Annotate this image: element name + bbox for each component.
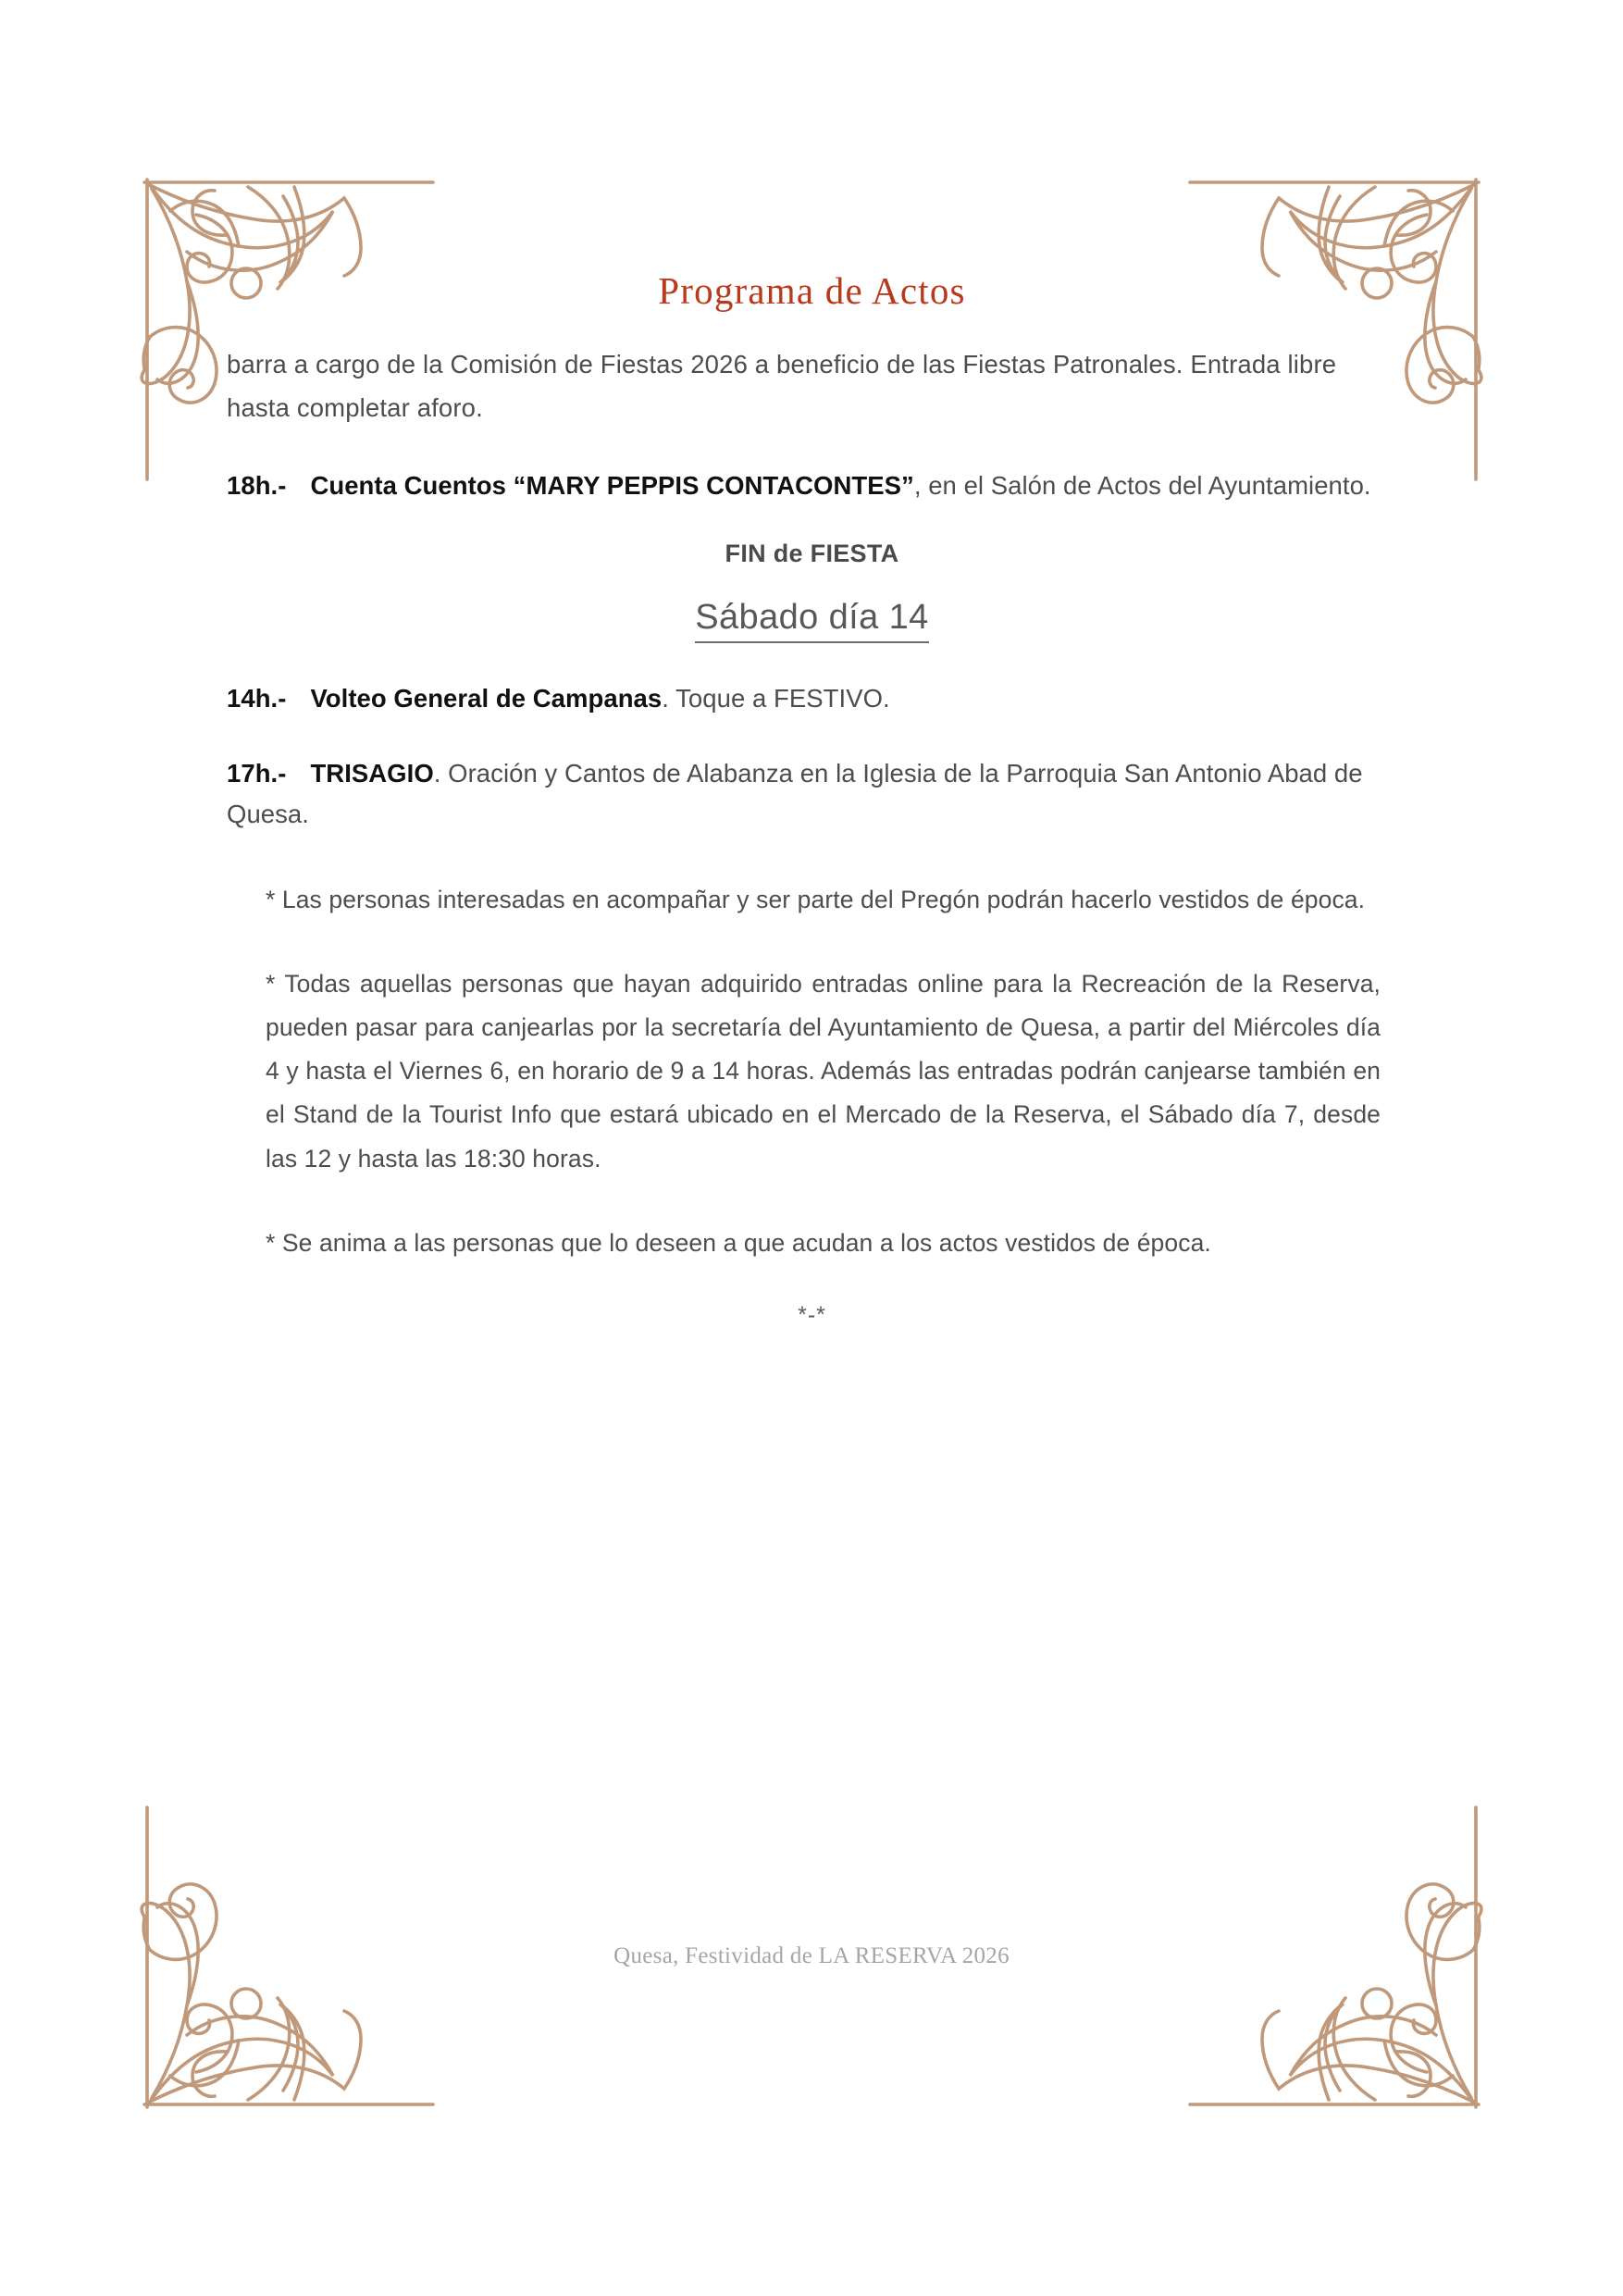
footer-caption: Quesa, Festividad de LA RESERVA 2026 [613,1943,1010,1968]
entry-time: 17h.- [227,758,287,788]
note-item: * Las personas interesadas en acompañar y ser parte del Pregón podrán hacerlo vestidos de época. [266,885,1366,913]
program-entry-18h [227,465,1397,507]
day-heading [227,598,1397,638]
fin-de-fiesta-label: FIN de FIESTA [725,540,899,568]
document-content [227,268,1397,1329]
entry-title: Volteo General de Campanas [310,684,663,714]
entry-title: TRISAGIO [310,758,434,788]
program-entry-14h [227,678,1397,720]
entry-title: Cuenta Cuentos “MARY PEPPIS CONTACONTES” [310,470,914,500]
program-entry-17h [227,753,1397,836]
entry-time: 18h.- [227,470,287,500]
intro-paragraph: barra a cargo de la Comisión de Fiestas 2026 a beneficio de las Fiestas Patronales. Entrada libre hasta completar aforo. [227,350,1337,423]
entry-description: , en el Salón de Actos del Ayuntamiento. [913,470,1371,500]
entry-time: 14h.- [227,684,287,714]
entry-description: . Toque a FESTIVO. [662,684,890,714]
note-item: * Se anima a las personas que lo deseen a que acudan a los actos vestidos de época. [266,1228,1211,1257]
section-separator: *-* [798,1301,826,1328]
entry-description: . Oración y Cantos de Alabanza en la Iglesia de la Parroquia San Antonio Abad de Quesa. [227,758,1363,829]
note-item: * Todas aquellas personas que hayan adquirido entradas online para la Recreación de la Reserva, pueden pasar para canjearlas por la secretaría del Ayuntamiento de Quesa, a partir del Miércoles día 4 y hasta el Viernes 6, en horario de 9 a 14 horas. Además las entradas podrán canjearse también en el Stand de la Tourist Info que estará ubicado en el Mercado de la Reserva, el Sábado día 7, desde las 12 y hasta las 18:30 horas. [266,969,1381,1173]
page-title: Programa de Actos [658,269,966,312]
notes-section [227,878,1397,1265]
day-heading-text: Sábado día 14 [695,598,928,643]
